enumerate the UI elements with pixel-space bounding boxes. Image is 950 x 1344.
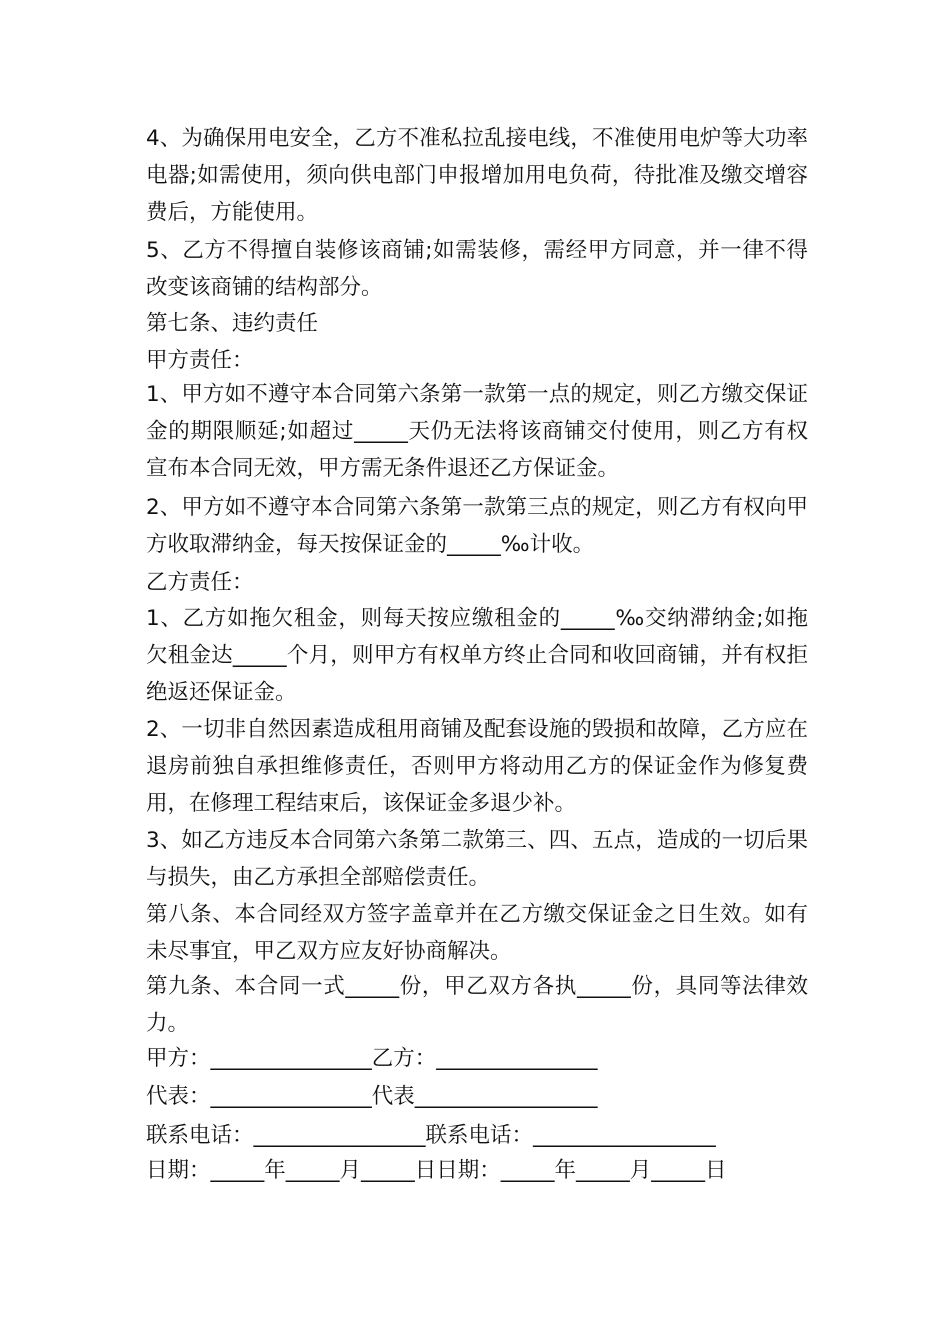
party-a-liability-item-1: 1、甲方如不遵守本合同第六条第一款第一点的规定，则乙方缴交保证金的期限顺延;如超过_____天仍无法将该商铺交付使用，则乙方有权宣布本合同无效，甲方需无条件退还乙方保证金。 <box>146 382 808 481</box>
party-b-liability-item-1: 1、乙方如拖欠租金，则每天按应缴租金的_____‰交纳滞纳金;如拖欠租金达_____个月，则甲方有权单方终止合同和收回商铺，并有权拒绝返还保证金。 <box>146 606 808 705</box>
clause-6-item-4: 4、为确保用电安全，乙方不准私拉乱接电线，不准使用电炉等大功率电器;如需使用，须向供电部门申报增加用电负荷，待批准及缴交增容费后，方能使用。 <box>146 126 808 225</box>
signature-representative-line: 代表：_______________代表_________________ <box>146 1084 598 1109</box>
clause-6-item-5: 5、乙方不得擅自装修该商铺;如需装修，需经甲方同意，并一律不得改变该商铺的结构部分。 <box>146 238 808 300</box>
party-a-liability-heading: 甲方责任： <box>146 348 254 373</box>
party-b-liability-item-3: 3、如乙方违反本合同第六条第二款第三、四、五点，造成的一切后果与损失，由乙方承担全部赔偿责任。 <box>146 828 808 890</box>
party-b-liability-item-2: 2、一切非自然因素造成租用商铺及配套设施的毁损和故障，乙方应在退房前独自承担维修责任，否则甲方将动用乙方的保证金作为修复费用，在修理工程结束后，该保证金多退少补。 <box>146 717 808 816</box>
clause-8: 第八条、本合同经双方签字盖章并在乙方缴交保证金之日生效。如有未尽事宜，甲乙双方应友好协商解决。 <box>146 902 808 964</box>
signature-date-line: 日期：_____年_____月_____日日期：_____年_____月_____日 <box>146 1158 727 1183</box>
signature-phone-line: 联系电话：________________联系电话：_________________ <box>146 1123 716 1148</box>
clause-7-heading: 第七条、违约责任 <box>146 311 319 336</box>
clause-9: 第九条、本合同一式_____份，甲乙双方各执_____份，具同等法律效力。 <box>146 974 808 1036</box>
party-b-liability-heading: 乙方责任： <box>146 570 254 595</box>
party-a-liability-item-2: 2、甲方如不遵守本合同第六条第一款第三点的规定，则乙方有权向甲方收取滞纳金，每天按保证金的_____‰计收。 <box>146 495 808 557</box>
signature-party-line: 甲方：_______________乙方：_______________ <box>146 1046 598 1071</box>
